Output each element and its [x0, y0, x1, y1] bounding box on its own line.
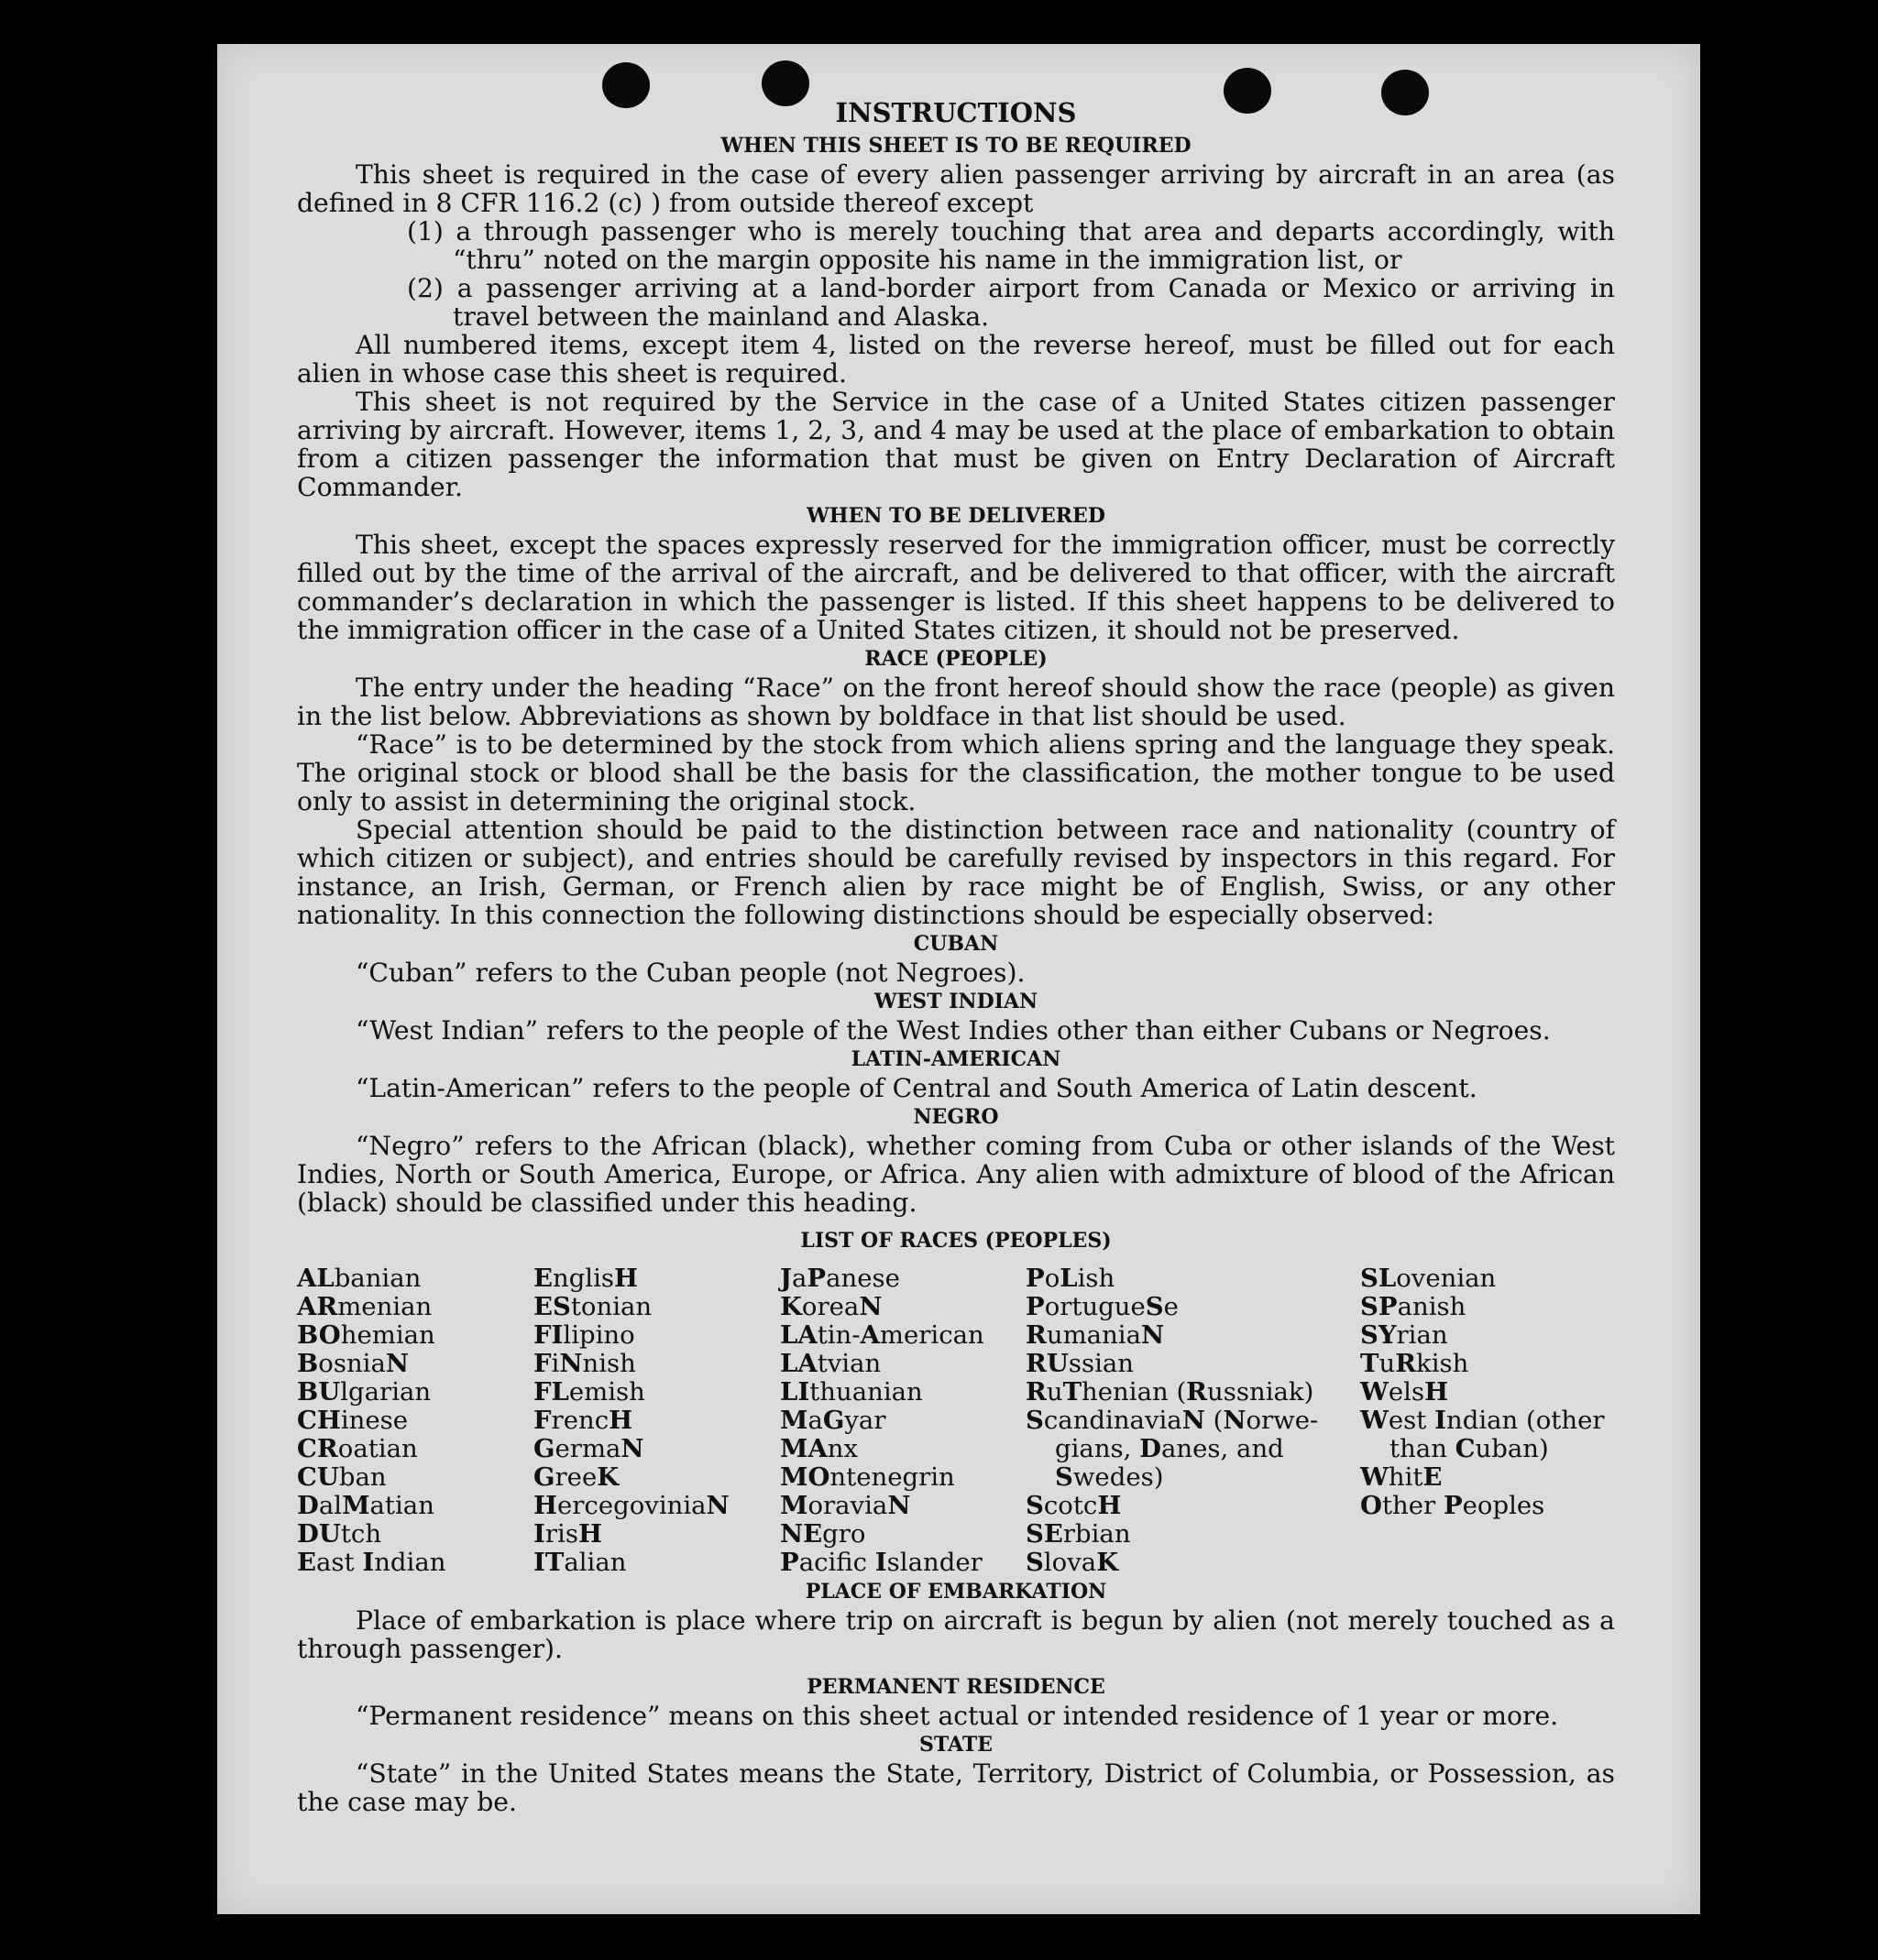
- race-entry: SErbian: [1026, 1519, 1131, 1549]
- race-entry: Other Peoples: [1360, 1491, 1545, 1520]
- race-entry: GreeK: [533, 1462, 620, 1492]
- race-entry: FiNnish: [533, 1349, 636, 1378]
- document-page: [217, 44, 1700, 1914]
- paragraph: The entry under the heading “Race” on the front hereof should show the race (people) as given in the list below. Abbreviations as shown by boldface in that list should be used.: [297, 673, 1615, 731]
- race-entry: PoLish: [1026, 1264, 1115, 1293]
- race-column: [533, 1265, 780, 1577]
- paragraph: All numbered items, except item 4, listed on the reverse hereof, must be filled out for each alien in whose case this sheet is required.: [297, 330, 1615, 389]
- race-entry: PortugueSe: [1026, 1292, 1179, 1321]
- heading-latin-american: LATIN-AMERICAN: [851, 1047, 1061, 1071]
- race-entry: than Cuban): [1389, 1434, 1549, 1463]
- race-entry: BosniaN: [297, 1349, 409, 1378]
- race-entry: LAtvian: [780, 1349, 882, 1378]
- heading-race: RACE (PEOPLE): [864, 647, 1048, 671]
- race-entry: KoreaN: [780, 1292, 883, 1321]
- race-entry: ALbanian: [297, 1264, 422, 1293]
- race-column: [780, 1265, 1026, 1577]
- race-entry: EnglisH: [533, 1264, 638, 1293]
- race-entry: DalMatian: [297, 1491, 434, 1520]
- race-entry: GermaN: [533, 1434, 644, 1463]
- race-entry: NEgro: [780, 1519, 866, 1549]
- heading-state: STATE: [918, 1733, 994, 1757]
- race-entry: TuRkish: [1360, 1349, 1469, 1378]
- paragraph: “Race” is to be determined by the stock from which aliens spring and the language they speak. The original stock or blood shall be the basis for the classification, the mother tongue to be used only to assist in determining the original stock.: [297, 729, 1615, 816]
- race-entry: SlovaK: [1026, 1548, 1119, 1577]
- paragraph: “Permanent residence” means on this sheet actual or intended residence of 1 year or more.: [356, 1701, 1559, 1731]
- heading-negro: NEGRO: [913, 1105, 999, 1129]
- race-entry: ScotcH: [1026, 1491, 1122, 1520]
- race-list: [297, 1265, 1615, 1577]
- paragraph: Special attention should be paid to the distinction between race and nationality (country of which citizen or subject), and entries should be carefully revised by inspectors in this regard. For instance, an Irish, German, or French alien by race might be of English, Swiss, or any other nationality. In this connection the following distinctions should be especially observed:: [297, 815, 1615, 930]
- race-entry: CUban: [297, 1462, 387, 1492]
- race-entry: FIlipino: [533, 1320, 635, 1350]
- paragraph: “Cuban” refers to the Cuban people (not Negroes).: [356, 958, 1026, 988]
- paragraph: “State” in the United States means the State, Territory, District of Columbia, or Possession, as the case may be.: [297, 1758, 1615, 1817]
- race-entry: RUssian: [1026, 1349, 1135, 1378]
- race-entry: EStonian: [533, 1292, 653, 1321]
- race-entry: SYrian: [1360, 1320, 1448, 1350]
- race-entry: Pacifc Islander: [780, 1548, 983, 1577]
- race-entry: LAtin-American: [780, 1320, 984, 1350]
- paragraph: This sheet, except the spaces expressly reserved for the immigration officer, must be correctly filled out by the time of the arrival of the aircraft, and be delivered to that officer, with the aircraft commander’s declaration in which the passenger is listed. If this sheet happens to be delivered to the immigration officer in the case of a United States citizen, it should not be preserved.: [297, 530, 1615, 645]
- race-column: [1026, 1265, 1360, 1577]
- race-entry: CRoatian: [297, 1434, 418, 1463]
- race-entry: BUlgarian: [297, 1377, 432, 1407]
- heading-permanent-residence: PERMANENT RESIDENCE: [807, 1675, 1105, 1699]
- race-entry: East Indian: [297, 1548, 446, 1577]
- paragraph: “West Indian” refers to the people of the West Indies other than either Cubans or Negroes.: [356, 1015, 1551, 1046]
- race-entry: MOntenegrin: [780, 1462, 955, 1492]
- race-entry: West Indian (other: [1360, 1406, 1605, 1435]
- race-entry: gians, Danes, and: [1055, 1434, 1284, 1463]
- race-entry: HercegoviniaN: [533, 1491, 730, 1520]
- paragraph: This sheet is required in the case of every alien passenger arriving by aircraft in an area (as defined in 8 CFR 116.2 (c) ) from outside thereof except: [297, 159, 1615, 218]
- list-item: (1) a through passenger who is merely touching that area and departs accordingly, with “thru” noted on the margin opposite his name in the immigration list, or: [407, 216, 1615, 275]
- race-entry: ARmenian: [297, 1292, 433, 1321]
- race-entry: DUtch: [297, 1519, 382, 1549]
- race-entry: MAnx: [780, 1434, 859, 1463]
- paragraph: “Latin-American” refers to the people of Central and South America of Latin descent.: [356, 1073, 1477, 1103]
- race-entry: LIthuanian: [780, 1377, 923, 1407]
- race-column: [1360, 1265, 1615, 1577]
- list-item: (2) a passenger arriving at a land-border airport from Canada or Mexico or arriving in travel between the mainland and Alaska.: [407, 273, 1615, 332]
- heading-when-required: WHEN THIS SHEET IS TO BE REQUIRED: [720, 134, 1192, 158]
- race-entry: JaPanese: [780, 1264, 900, 1293]
- race-entry: ITalian: [533, 1548, 627, 1577]
- race-column: [297, 1265, 533, 1577]
- race-entry: FLemish: [533, 1377, 645, 1407]
- race-entry: MaGyar: [780, 1406, 886, 1435]
- race-entry: FrencH: [533, 1406, 633, 1435]
- paragraph: Place of embarkation is place where trip on aircraft is begun by alien (not merely touched as a through passenger).: [297, 1605, 1615, 1664]
- race-entry: IrisH: [533, 1519, 602, 1549]
- race-entry: ScandinaviaN (Norwe-: [1026, 1406, 1319, 1435]
- instructions-text: [297, 99, 1615, 1816]
- race-entry: RumaniaN: [1026, 1320, 1165, 1350]
- heading-west-indian: WEST INDIAN: [873, 990, 1038, 1013]
- heading-cuban: CUBAN: [913, 932, 999, 956]
- heading-when-delivered: WHEN TO BE DELIVERED: [807, 504, 1105, 528]
- race-entry: SLovenian: [1360, 1264, 1497, 1293]
- paragraph: This sheet is not required by the Service in the case of a United States citizen passenger arriving by aircraft. However, items 1, 2, 3, and 4 may be used at the place of embarkation to obtain from a citizen passenger the information that must be given on Entry Declaration of Aircraft Commander.: [297, 387, 1615, 502]
- paragraph: “Negro” refers to the African (black), whether coming from Cuba or other islands of the West Indies, North or South America, Europe, or Africa. Any alien with admixture of blood of the African (black) should be classified under this heading.: [297, 1131, 1615, 1218]
- race-entry: RuThenian (Russniak): [1026, 1377, 1314, 1407]
- heading-place-of-embarkation: PLACE OF EMBARKATION: [805, 1580, 1107, 1604]
- race-entry: CHinese: [297, 1406, 409, 1435]
- race-entry: Swedes): [1055, 1462, 1164, 1492]
- race-entry: WhitE: [1360, 1462, 1443, 1492]
- page-title: INSTRUCTIONS: [835, 97, 1077, 128]
- heading-list-of-races: LIST OF RACES (PEOPLES): [800, 1229, 1112, 1253]
- race-entry: MoraviaN: [780, 1491, 911, 1520]
- race-entry: SPanish: [1360, 1292, 1466, 1321]
- race-entry: WelsH: [1360, 1377, 1449, 1407]
- race-entry: BOhemian: [297, 1320, 435, 1350]
